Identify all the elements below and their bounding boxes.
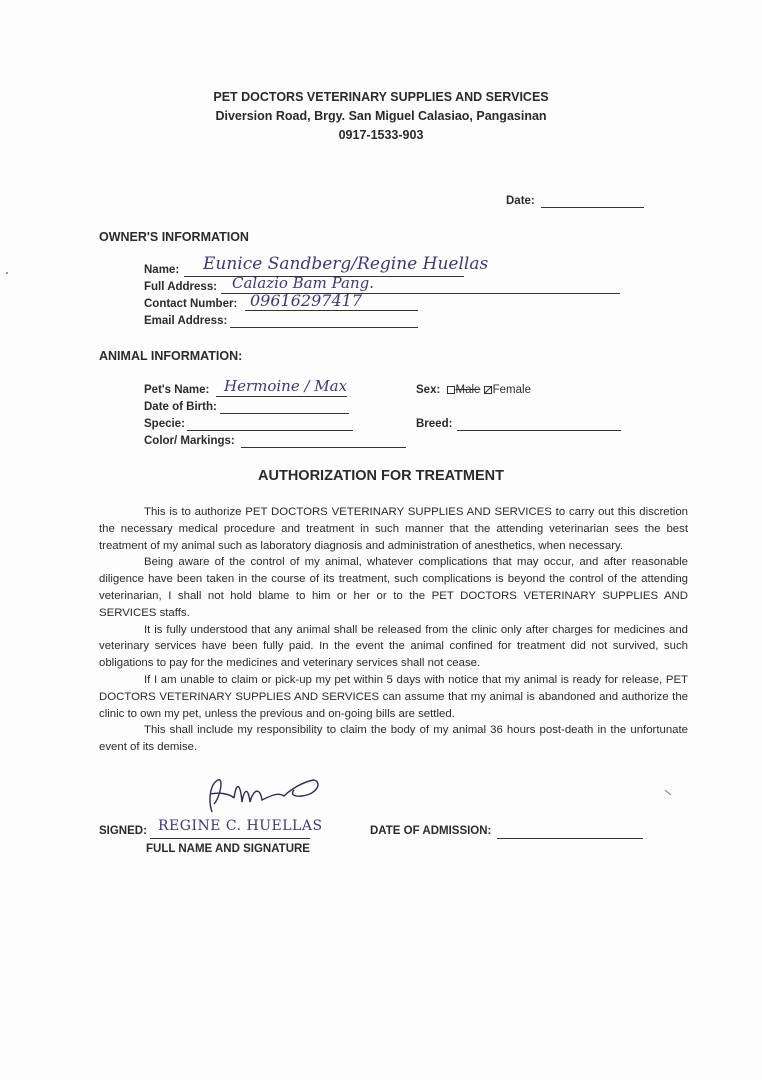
pet-name-value: Hermoine / Max [224,377,348,395]
female-option-label: Female [492,384,531,396]
owner-email-field[interactable] [230,327,418,328]
date-of-admission-label: DATE OF ADMISSION: [370,825,492,837]
breed-label: Breed: [416,418,453,430]
owner-contact-value: 09616297417 [250,291,362,310]
sex-row [416,384,531,396]
authorization-paragraph: Being aware of the control of my animal, whatever complications that may occur, and after reasonable diligence have been taken in the course of its treatment, such complications is beyond the control of the attending veterinarian, I shall not hold blame to him or her or to the PET DOCTORS VETERINARY SUPPLIES AND SERVICES staffs. [99,556,688,619]
handwritten-signature [190,772,330,822]
female-checkbox[interactable] [484,386,492,394]
color-markings-label: Color/ Markings: [144,435,235,447]
scan-speck [6,272,8,274]
authorization-paragraph: It is fully understood that any animal shall be released from the clinic only after charges for medicines and veterinary services have been fully paid. In the event the animal confined for treatment did not survived, such obligations to pay for the medicines and veterinary services shall not cease. [99,623,688,670]
sex-label: Sex: [416,384,441,396]
dob-field[interactable] [220,413,349,414]
owner-name-label: Name: [144,264,180,276]
date-of-admission-field[interactable] [497,838,643,839]
scan-speck [665,790,672,796]
authorization-body [99,504,688,756]
clinic-phone: 0917-1533-903 [338,128,424,142]
specie-field[interactable] [187,430,353,431]
animal-section-title: ANIMAL INFORMATION: [99,349,243,363]
date-label: Date: [506,195,535,207]
pet-name-field[interactable] [216,396,347,397]
owner-address-label: Full Address: [144,281,218,293]
owner-address-value: Calazio Bam Pang. [232,274,375,292]
owner-name-value: Eunice Sandberg/Regine Huellas [203,254,489,274]
owner-email-label: Email Address: [144,315,228,327]
authorization-paragraph: If I am unable to claim or pick-up my pet within 5 days with notice that my animal is ready for release, PET DOCTORS VETERINARY SUPPLIES AND SERVICES can assume that my animal is abandoned and authorize the clinic to own my pet, unless the previous and on-going bills are settled. [99,673,688,720]
signature-field[interactable] [150,838,310,839]
male-checkbox[interactable] [447,386,455,394]
male-option-label: Male [455,384,481,396]
signed-label: SIGNED: [99,825,147,837]
authorization-paragraph: This is to authorize PET DOCTORS VETERINARY SUPPLIES AND SERVICES to carry out this discretion the necessary medical procedure and treatment in such manner that the attending veterinarian sees the best treatment of my animal such as laboratory diagnosis and administration of anesthetics, when necessary. [99,506,688,552]
owner-contact-field[interactable] [245,310,418,311]
color-markings-field[interactable] [241,447,406,448]
dob-label: Date of Birth: [144,401,217,413]
authorization-paragraph: This shall include my responsibility to claim the body of my animal 36 hours post-death in the unfortunate event of its demise. [99,724,688,754]
owner-contact-label: Contact Number: [144,298,238,310]
pet-name-label: Pet's Name: [144,384,210,396]
breed-field[interactable] [457,430,621,431]
specie-label: Specie: [144,418,185,430]
authorization-title: AUTHORIZATION FOR TREATMENT [258,468,504,484]
date-field[interactable] [541,207,644,208]
signature-caption: FULL NAME AND SIGNATURE [146,843,310,855]
clinic-name: PET DOCTORS VETERINARY SUPPLIES AND SERVICES [213,90,549,104]
owner-section-title: OWNER'S INFORMATION [99,230,249,244]
clinic-address: Diversion Road, Brgy. San Miguel Calasiao, Pangasinan [215,109,547,123]
signed-name-value: REGINE C. HUELLAS [158,818,323,834]
